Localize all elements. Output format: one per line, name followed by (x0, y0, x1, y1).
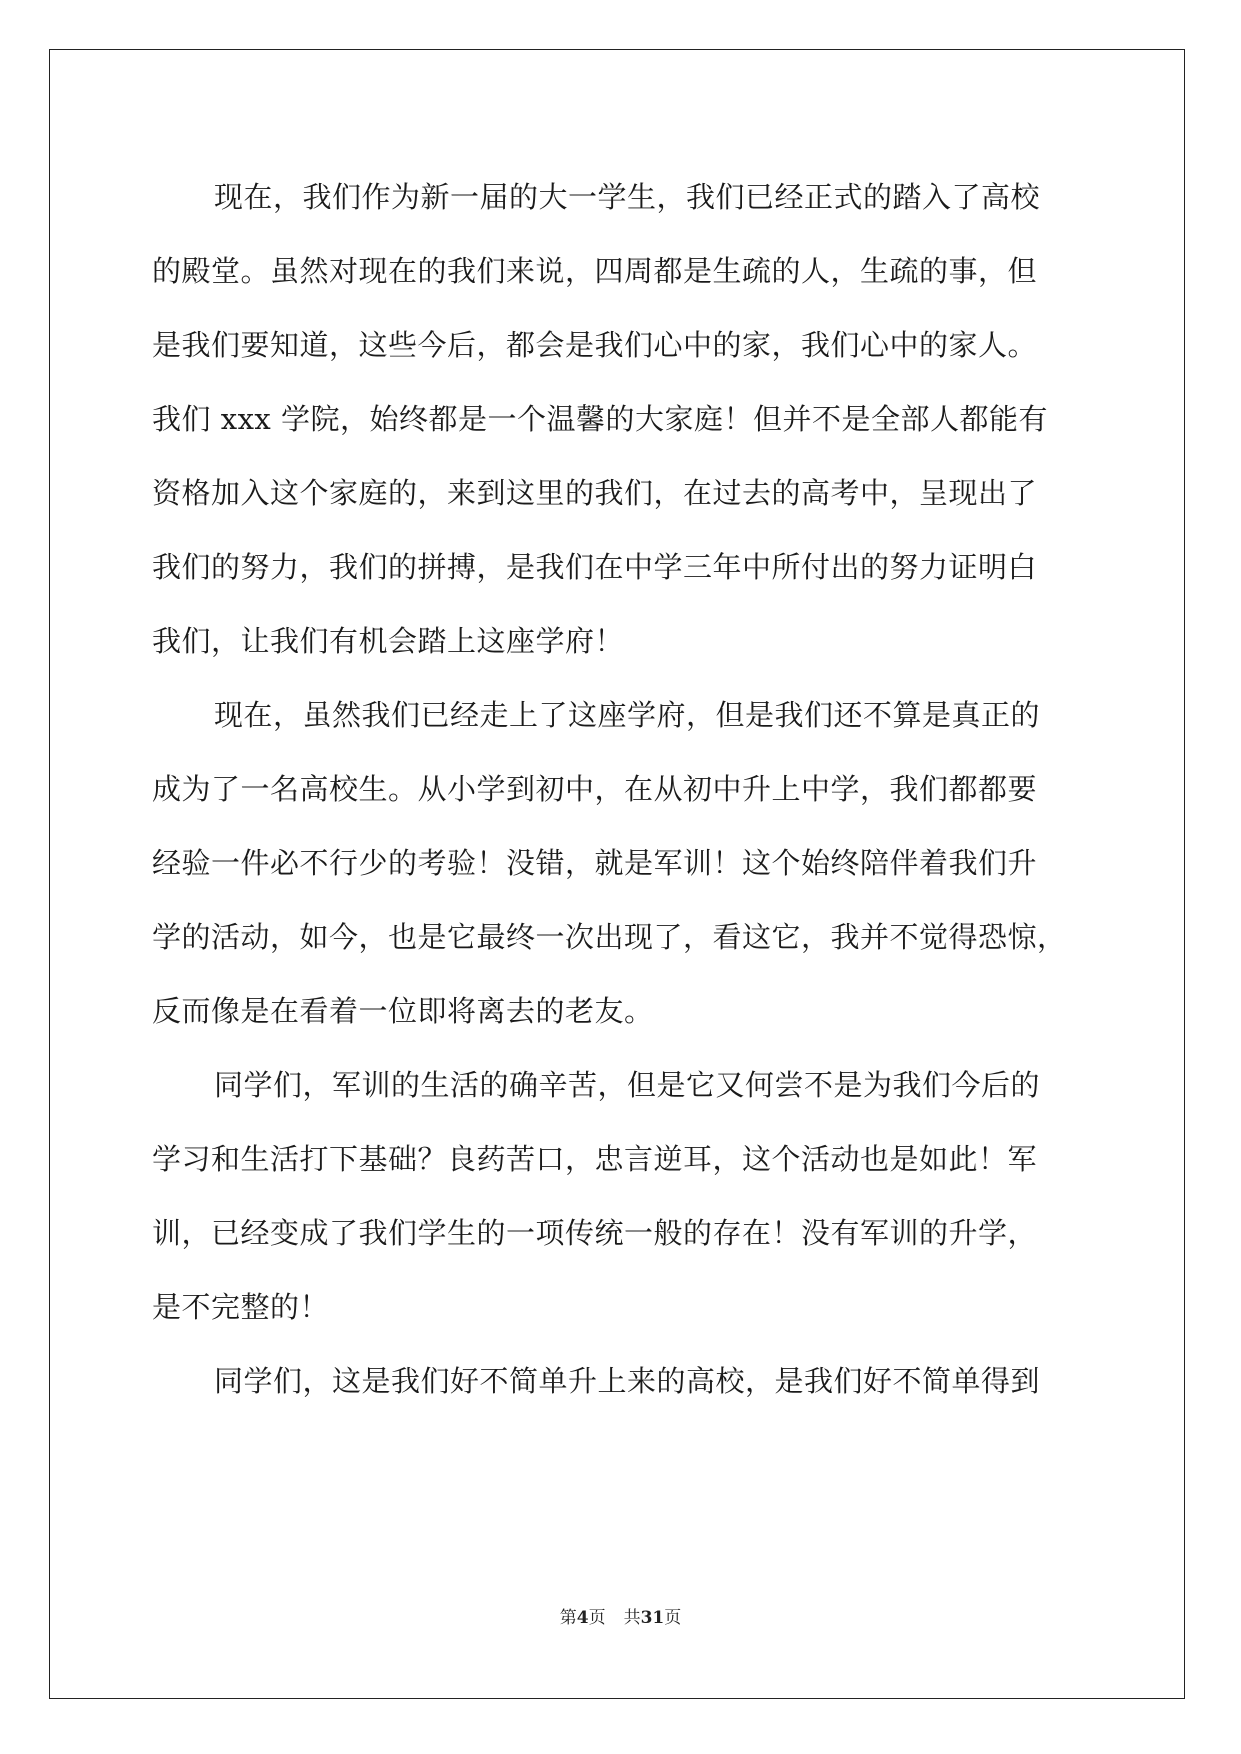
total-pages: 31 (640, 1608, 665, 1628)
page-suffix: 页 (588, 1608, 606, 1628)
text-line: 反而像是在看着一位即将离去的老友。 (152, 994, 654, 1028)
text-line: 现在，我们作为新一届的大一学生，我们已经正式的踏入了高校 (214, 180, 1041, 214)
text-line: 训，已经变成了我们学生的一项传统一般的存在！没有军训的升学， (152, 1216, 1038, 1250)
document-body (152, 160, 1092, 1418)
text-line: 经验一件必不行少的考验！没错，就是军训！这个始终陪伴着我们升 (152, 846, 1038, 880)
page-prefix: 第 (559, 1608, 577, 1628)
text-line: 现在，虽然我们已经走上了这座学府，但是我们还不算是真正的 (214, 698, 1041, 732)
text-line: 是不完整的！ (152, 1290, 330, 1324)
total-prefix: 共 (623, 1608, 641, 1628)
text-line: 我们的努力，我们的拼搏，是我们在中学三年中所付出的努力证明白 (152, 550, 1038, 584)
page-footer (0, 1603, 1241, 1628)
text-line: 是我们要知道，这些今后，都会是我们心中的家，我们心中的家人。 (152, 328, 1038, 362)
page-number: 4 (576, 1608, 589, 1628)
text-line: 学习和生活打下基础？良药苦口，忠言逆耳，这个活动也是如此！军 (152, 1142, 1038, 1176)
text-line: 同学们，这是我们好不简单升上来的高校，是我们好不简单得到 (214, 1364, 1041, 1398)
total-suffix: 页 (664, 1608, 682, 1628)
text-line: 我们，让我们有机会踏上这座学府！ (152, 624, 625, 658)
text-line: 同学们，军训的生活的确辛苦，但是它又何尝不是为我们今后的 (214, 1068, 1041, 1102)
text-line: 我们 xxx 学院，始终都是一个温馨的大家庭！但并不是全部人都能有 (152, 402, 1049, 436)
text-line: 的殿堂。虽然对现在的我们来说，四周都是生疏的人，生疏的事，但 (152, 254, 1038, 288)
text-line: 资格加入这个家庭的，来到这里的我们，在过去的高考中，呈现出了 (152, 476, 1038, 510)
text-line: 学的活动，如今，也是它最终一次出现了，看这它，我并不觉得恐惊， (152, 920, 1067, 954)
text-line: 成为了一名高校生。从小学到初中，在从初中升上中学，我们都都要 (152, 772, 1038, 806)
